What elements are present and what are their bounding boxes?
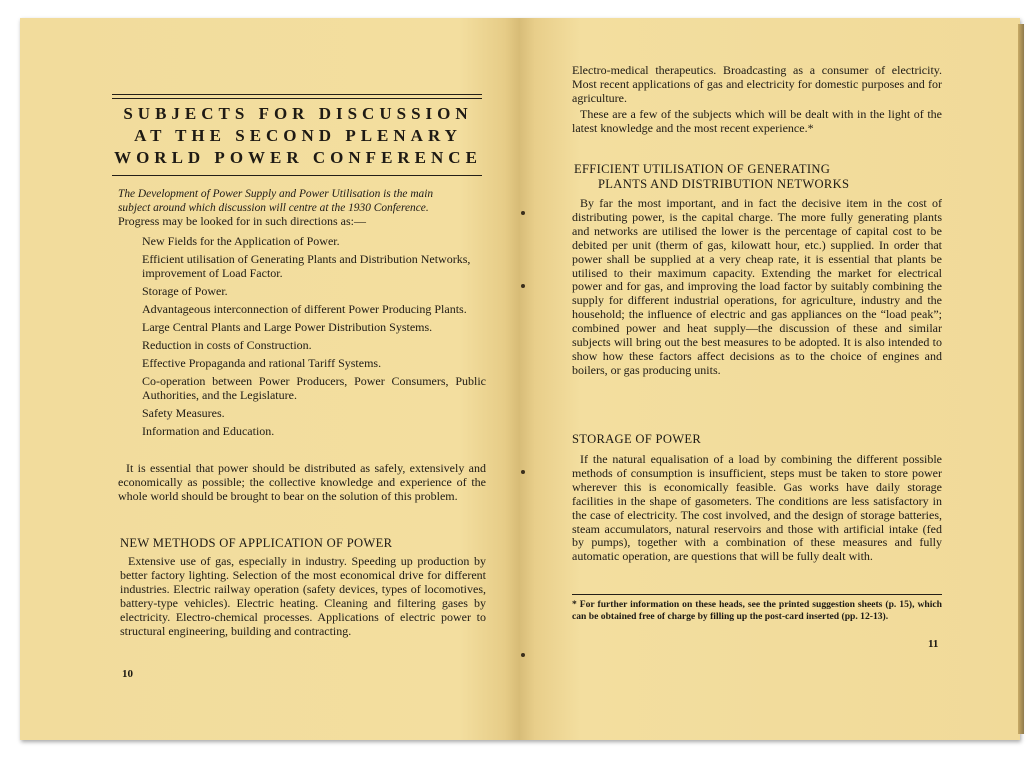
title-rule-top-2	[112, 98, 482, 99]
subject-list	[118, 234, 486, 442]
list-item: Effective Propaganda and rational Tariff Systems.	[142, 356, 382, 370]
list-item: Co-operation between Power Producers, Power Consumers, Public Authorities, and the Legislature.	[142, 374, 486, 402]
section-new-methods	[120, 536, 486, 638]
staple-mark	[521, 284, 525, 288]
staple-mark	[521, 470, 525, 474]
list-item: Storage of Power.	[142, 284, 228, 298]
left-page	[20, 18, 520, 740]
page-number-left: 10	[122, 668, 133, 680]
title-line-3: WORLD POWER CONFERENCE	[114, 148, 482, 167]
paragraph-few-subjects: These are a few of the subjects which will be dealt with in the light of the latest knowledge and the most recent experience.*	[572, 106, 942, 135]
paragraph-essential: It is essential that power should be distributed as safely, extensively and economically as possible; the collective knowledge and experience of the whole world should be brought to bear on the solution of this problem.	[118, 461, 486, 503]
list-item: Information and Education.	[142, 424, 275, 438]
list-item: New Fields for the Application of Power.	[142, 234, 340, 248]
footnote: * For further information on these heads, see the printed suggestion sheets (p. 15), which can be obtained free of charge by filling up the post-card inserted (pp. 12-13).	[572, 599, 942, 622]
para-essential	[118, 462, 486, 504]
page-edge	[1018, 24, 1024, 734]
heading-storage: STORAGE OF POWER	[572, 432, 702, 446]
right-page	[520, 18, 1020, 740]
list-item: Advantageous interconnection of different Power Producing Plants.	[142, 302, 467, 316]
footnote-rule	[572, 594, 942, 595]
list-item: Reduction in costs of Construction.	[142, 338, 312, 352]
title-line-2: AT THE SECOND PLENARY	[134, 126, 462, 145]
intro-block	[118, 188, 486, 229]
section-storage	[572, 432, 942, 564]
intro-plain: Progress may be looked for in such directions as:—	[118, 214, 366, 229]
heading-new-methods: NEW METHODS OF APPLICATION OF POWER	[120, 536, 393, 550]
intro-italic-1: The Development of Power Supply and Power Utilisation is the main	[118, 188, 434, 200]
paragraph-efficient: By far the most important, and in fact the decisive item in the cost of distributing power, is the capital charge. The more fully generating plants and networks are utilised the lower is the percentage of capital cost to be debited per unit (therm of gas, kilowatt hour, etc.) supplied. In order that power shall be supplied at a very cheap rate, it is essential that plants be utilised to their maximum capacity. Extending the market for electrical power and for gas, and improving the load factor by suitably combining the supply for different industrial operations, for agriculture, industry and the household; the influence of electric and gas appliances on the “load peak”; combined power and heat supply—the discussion of these and similar subjects will bring out the best measures to be adopted. It is also intended to show how these factors affect decisions as to the choice of engines and boilers, or gas producing units.	[572, 196, 942, 377]
section-efficient	[572, 162, 942, 378]
paragraph-new-methods: Extensive use of gas, especially in industry. Speeding up production by better factory lighting. Selection of the most economical drive for different industries. Electric railway operation (safety devices, types of locomotives, battery-type vehicles). Electric heating. Cleaning and filtering gases by electricity. Electro-chemical processes. Applications of electric power to structural engineering, building and contracting.	[120, 554, 486, 638]
footnote-block	[572, 599, 942, 622]
list-item: Efficient utilisation of Generating Plants and Distribution Networks, improvement of Load Factor.	[142, 252, 471, 280]
paragraph-continued: Electro-medical therapeutics. Broadcasting as a consumer of electricity. Most recent applications of gas and electricity for domestic purposes and for agriculture.	[572, 63, 942, 105]
title-line-1: SUBJECTS FOR DISCUSSION	[123, 104, 473, 123]
intro-italic-2: subject around which discussion will centre at the 1930 Conference.	[118, 201, 429, 214]
page-number-right: 11	[928, 638, 939, 650]
list-item: Safety Measures.	[142, 406, 225, 420]
paragraph-storage: If the natural equalisation of a load by combining the different possible methods of consumption is insufficient, steps must be taken to store power wherever this is economically feasible. Gas works have daily storage facilities in the shape of gasometers. The conditions are less satisfactory in the case of electricity. The cost involved, and the design of storage batteries, steam accumulators, natural reservoirs and those with artificial intake (fed by pumps), together with a combination of these measures and fully automatic operation, are questions that will be fully dealt with.	[572, 452, 942, 564]
list-item: Large Central Plants and Large Power Distribution Systems.	[142, 320, 433, 334]
heading-efficient-line-1: EFFICIENT UTILISATION OF GENERATING	[574, 162, 831, 176]
staple-mark	[521, 653, 525, 657]
heading-efficient-line-2: PLANTS AND DISTRIBUTION NETWORKS	[598, 177, 850, 191]
title-rule-top	[112, 94, 482, 95]
continued-block	[572, 64, 942, 136]
title-rule-bottom	[112, 175, 482, 176]
booklet-spread	[20, 18, 1020, 740]
staple-mark	[521, 211, 525, 215]
